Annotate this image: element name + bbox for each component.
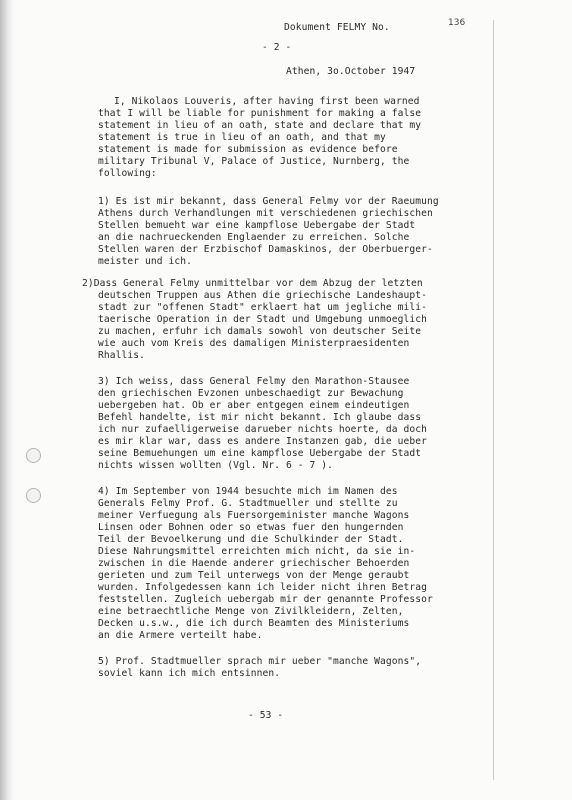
body-line: Befehl handelte, ist mir nicht bekannt. Ich glaube dass — [98, 412, 422, 423]
body-line: zu machen, erfuhr ich damals sowohl von deutscher Seite — [98, 326, 422, 337]
body-line: Stellen bemueht war eine kampflose Uebergabe der Stadt — [98, 220, 416, 231]
body-line: uebergeben hat. Ob er aber entgegen einem eindeutigen — [98, 400, 410, 411]
body-line: an die nachrueckenden Englaender zu erreichen. Solche — [98, 232, 410, 243]
body-line: wurden. Infolgedessen kann ich leider nicht ihren Betrag — [98, 582, 428, 593]
body-line: soviel kann ich mich entsinnen. — [98, 668, 281, 679]
body-line: Teil der Bevoelkerung und die Schulkinder der Stadt. — [98, 534, 404, 545]
punch-hole — [26, 448, 41, 463]
body-line: Rhallis. — [98, 350, 146, 361]
body-line: ich nur zufaelligerweise darueber nichts hoerte, da doch — [98, 424, 428, 435]
body-line: that I will be liable for punishment for making a false — [98, 108, 422, 119]
place-date: Athen, 3o.October 1947 — [286, 66, 416, 77]
body-line: den griechischen Evzonen unbeschaedigt zur Bewachung — [98, 388, 404, 399]
body-line: Decken u.s.w., die ich durch Beamten des Ministeriums — [98, 618, 410, 629]
body-line: Diese Nahrungsmittel erreichten mich nicht, da sie in- — [98, 546, 416, 557]
body-line: taerische Operation in der Stadt und Umgebung unmoeglich — [98, 314, 428, 325]
body-line: an die Armere verteilt habe. — [98, 630, 263, 641]
body-line: stadt zur "offenen Stadt" erklaert hat um jegliche mili- — [98, 302, 428, 313]
body-line: following: — [98, 168, 157, 179]
footer-page-number: - 53 - — [248, 710, 284, 721]
body-line: meister und ich. — [98, 256, 193, 267]
body-line: Generals Felmy Prof. G. Stadtmueller und stellte zu — [98, 498, 398, 509]
punch-hole — [26, 488, 41, 503]
body-line: statement is true in lieu of an oath, and that my — [98, 132, 386, 143]
body-line: meiner Verfuegung als Fuersorgeminister manche Wagons — [98, 510, 410, 521]
body-line: nichts wissen wollten (Vgl. Nr. 6 - 7 ). — [98, 460, 334, 471]
body-line: military Tribunal V, Palace of Justice, Nurnberg, the — [98, 156, 410, 167]
body-line: 3) Ich weiss, dass General Felmy den Marathon-Stausee — [98, 376, 410, 387]
body-line: 2)Dass General Felmy unmittelbar vor dem Abzug der letzten — [82, 278, 423, 289]
body-line: statement is made for submission as evidence before — [98, 144, 398, 155]
body-line: feststellen. Zugleich uebergab mir der genannte Professor — [98, 594, 433, 605]
body-line: Stellen waren der Erzbischof Damaskinos, der Oberbuerger- — [98, 244, 433, 255]
paper-right-edge — [493, 20, 494, 780]
body-line: Linsen oder Bohnen oder so etwas fuer den hungernden — [98, 522, 404, 533]
scan-left-shadow — [0, 0, 14, 800]
body-line: 5) Prof. Stadtmueller sprach mir ueber "manche Wagons", — [98, 656, 422, 667]
body-line: 4) Im September von 1944 besuchte mich im Namen des — [98, 486, 398, 497]
body-line: statement in lieu of an oath, state and declare that my — [98, 120, 422, 131]
page-marker: - 2 - — [262, 42, 292, 53]
body-line: gerieten und zum Teil unterwegs von der Menge geraubt — [98, 570, 410, 581]
document-label: Dokument FELMY No. — [284, 22, 390, 33]
body-line: wie auch vom Kreis des damaligen Ministerpraesidenten — [98, 338, 410, 349]
body-line: eine betraechtliche Menge von Zivilkleidern, Zelten, — [98, 606, 404, 617]
body-line: deutschen Truppen aus Athen die griechische Landeshaupt- — [98, 290, 428, 301]
body-line: Athens durch Verhandlungen mit verschiedenen griechischen — [98, 208, 433, 219]
document-number: 136 — [448, 18, 466, 28]
body-line: seine Bemuehungen um eine kampflose Uebergabe der Stadt — [98, 448, 422, 459]
body-line: 1) Es ist mir bekannt, dass General Felmy vor der Raeumung — [98, 196, 439, 207]
body-line: es mir klar war, dass es andere Instanzen gab, die ueber — [98, 436, 428, 447]
body-line: I, Nikolaos Louveris, after having first been warned — [114, 96, 420, 107]
body-line: zwischen in die Haende anderer griechischer Behoerden — [98, 558, 410, 569]
